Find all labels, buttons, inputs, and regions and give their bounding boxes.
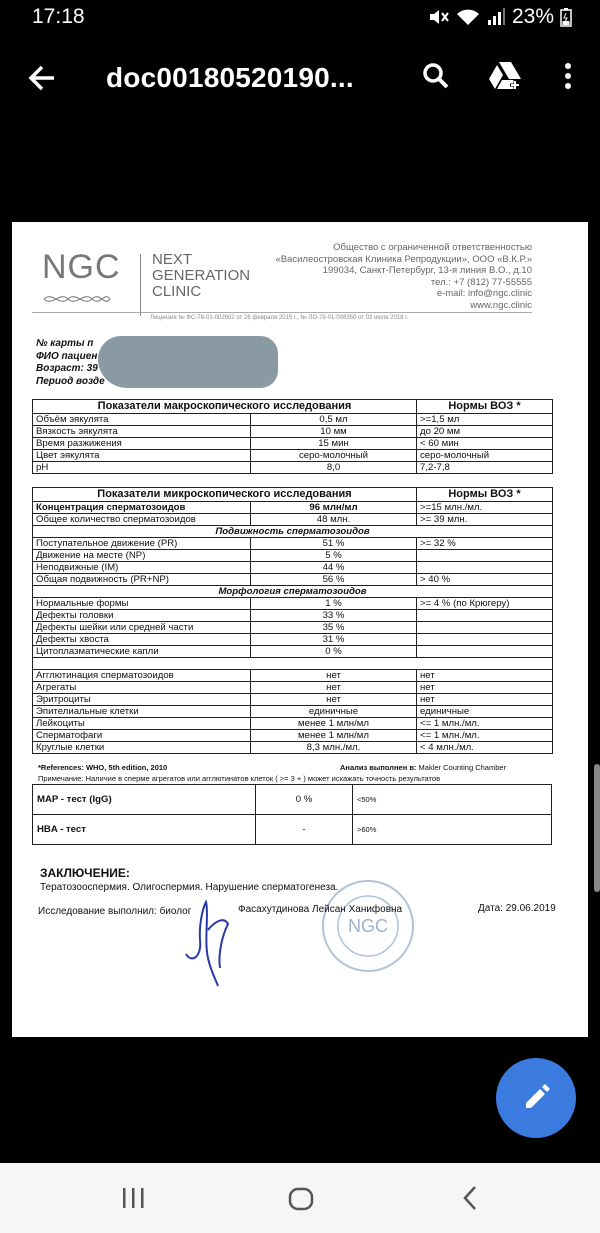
table-cell: 44 % (251, 562, 417, 574)
table-row (33, 426, 553, 438)
table-cell: - (256, 815, 353, 845)
table-cell: Вязкость эякулята (33, 426, 251, 438)
table-cell: Цитоплазматические капли (33, 646, 251, 658)
table-cell: < 60 мин (417, 438, 553, 450)
table-cell (33, 658, 553, 670)
table-cell: 0 % (256, 785, 353, 815)
nav-back-icon[interactable] (462, 1185, 478, 1211)
table-cell: единичные (251, 706, 417, 718)
logo-line2: GENERATION (152, 267, 251, 284)
table-cell: 51 % (251, 538, 417, 550)
table-cell: Эпителиальные клетки (33, 706, 251, 718)
table-cell: Круглые клетки (33, 742, 251, 754)
table-row (33, 730, 553, 742)
micro-norm-header: Нормы ВОЗ * (417, 488, 553, 502)
conclusion-title: ЗАКЛЮЧЕНИЕ: (40, 866, 130, 880)
table-row (33, 526, 553, 538)
table-cell: 8,0 (251, 462, 417, 474)
table-cell: Эритроциты (33, 694, 251, 706)
table-cell: 1 % (251, 598, 417, 610)
pencil-icon (520, 1082, 552, 1114)
table-cell: >=15 млн./мл. (417, 502, 553, 514)
table-cell: Цвет эякулята (33, 450, 251, 462)
table-row (33, 815, 552, 845)
table-cell: Лейкоциты (33, 718, 251, 730)
table-cell: нет (417, 694, 553, 706)
company-line: 199034, Санкт-Петербург, 13-я линия В.О., д.10 (322, 265, 532, 276)
table-row (33, 634, 553, 646)
table-cell (417, 562, 553, 574)
svg-text:NGC: NGC (348, 916, 388, 936)
home-icon[interactable] (288, 1187, 314, 1211)
table-row (33, 622, 553, 634)
signal-icon (486, 7, 506, 27)
redaction-blur (98, 336, 278, 388)
table-row (33, 610, 553, 622)
table-row (33, 694, 553, 706)
micro-header: Показатели микроскопического исследования (33, 488, 417, 502)
table-cell: серо-молочный (417, 450, 553, 462)
logo-abbr: NGC (42, 248, 121, 286)
search-icon[interactable] (420, 60, 452, 92)
table-row (33, 742, 553, 754)
patient-age: Возраст: 39 (36, 363, 98, 374)
add-to-drive-icon[interactable] (488, 60, 524, 92)
table-cell: >= 4 % (по Крюгеру) (417, 598, 553, 610)
table-cell: MAP - тест (IgG) (33, 785, 256, 815)
micro-table (32, 487, 553, 754)
table-cell: 10 мм (251, 426, 417, 438)
clinic-logo (42, 248, 251, 300)
table-row (33, 586, 553, 598)
table-cell (417, 634, 553, 646)
status-time: 17:18 (32, 5, 85, 28)
table-row (33, 658, 553, 670)
macro-table (32, 399, 553, 474)
table-cell: 0,5 мл (251, 414, 417, 426)
morph-title: Морфология сперматозоидов (33, 586, 553, 598)
table-row (33, 598, 553, 610)
company-line: Общество с ограниченной ответственностью (333, 242, 532, 253)
table-row (33, 462, 553, 474)
note: Примечание: Наличие в сперме агрегатов или агглютинатов клеток ( >= 3 + ) может искажать точность результатов (38, 774, 441, 783)
table-cell (417, 610, 553, 622)
table-cell: нет (417, 682, 553, 694)
table-cell: нет (251, 694, 417, 706)
table-cell (417, 622, 553, 634)
table-row (33, 502, 553, 514)
table-cell: >60% (353, 815, 552, 845)
table-cell: <= 1 млн./мл. (417, 718, 553, 730)
table-cell (417, 550, 553, 562)
company-line: e-mail: info@ngc.clinic (436, 288, 532, 299)
table-cell: нет (417, 670, 553, 682)
macro-header: Показатели макроскопического исследования (33, 400, 417, 414)
table-cell: Дефекты головки (33, 610, 251, 622)
motility-title: Подвижность сперматозоидов (33, 526, 553, 538)
table-cell: 33 % (251, 610, 417, 622)
table-row (33, 785, 552, 815)
table-cell: > 40 % (417, 574, 553, 586)
patient-info (36, 338, 105, 388)
table-cell: единичные (417, 706, 553, 718)
table-cell: 5 % (251, 550, 417, 562)
table-cell: 56 % (251, 574, 417, 586)
battery-percent: 23% (511, 5, 554, 28)
status-bar (0, 0, 600, 36)
clinic-stamp (318, 876, 418, 976)
back-arrow-icon[interactable] (24, 60, 60, 96)
recent-apps-icon[interactable] (120, 1187, 146, 1209)
table-row (33, 682, 553, 694)
app-bar (0, 40, 600, 120)
table-cell: 8,3 млн./мл. (251, 742, 417, 754)
table-cell: <50% (353, 785, 552, 815)
license-line: Лицензия № ФС-78-01-002602 от 26 февраля 2015 г., № ЛО-78-01-008350 от 03 июля 2018 г. (150, 315, 409, 321)
table-cell: Концентрация сперматозоидов (33, 502, 251, 514)
edit-button[interactable] (496, 1058, 576, 1138)
table-cell: >= 39 млн. (417, 514, 553, 526)
macro-norm-header: Нормы ВОЗ * (417, 400, 553, 414)
table-cell: Дефекты хвоста (33, 634, 251, 646)
scrollbar[interactable] (594, 764, 600, 892)
table-row (33, 706, 553, 718)
table-cell: 15 мин (251, 438, 417, 450)
table-cell: <= 1 млн./мл. (417, 730, 553, 742)
document-title: doc00180520190... (106, 62, 354, 93)
table-cell: 48 млн. (251, 514, 417, 526)
table-cell: HBA - тест (33, 815, 256, 845)
document-page (12, 222, 588, 1037)
wifi-icon (456, 7, 480, 27)
table-cell: >=1,5 мл (417, 414, 553, 426)
table-cell: нет (251, 670, 417, 682)
table-cell: до 20 мм (417, 426, 553, 438)
table-cell: 96 млн/мл (251, 502, 417, 514)
performed-by: Исследование выполнил: биолог (38, 906, 192, 917)
table-row (33, 646, 553, 658)
table-row (33, 514, 553, 526)
table-cell: Нормальные формы (33, 598, 251, 610)
patient-card: № карты п (36, 338, 94, 349)
company-line: тел.: +7 (812) 77-55555 (430, 276, 532, 288)
table-cell: менее 1 млн/мл (251, 730, 417, 742)
table-cell (417, 646, 553, 658)
report-date: Дата: 29.06.2019 (478, 903, 556, 914)
table-cell: Объём эякулята (33, 414, 251, 426)
table-cell: >= 32 % (417, 538, 553, 550)
table-cell: менее 1 млн/мл (251, 718, 417, 730)
conclusion-text: Тератозооспермия. Олигоспермия. Нарушение сперматогенеза. (40, 882, 339, 893)
company-line: www.ngc.clinic (470, 299, 532, 311)
company-line: «Василеостровская Клиника Репродукции», ООО «В.К.Р.» (275, 253, 532, 265)
table-cell: < 4 млн./мл. (417, 742, 553, 754)
table-cell: Неподвижные (IM) (33, 562, 251, 574)
table-row (33, 718, 553, 730)
mute-icon (428, 7, 450, 27)
table-cell: Агглютинация сперматозоидов (33, 670, 251, 682)
references: *References: WHO, 5th edition, 2010 (38, 763, 168, 772)
battery-icon (560, 7, 572, 27)
immuno-tests-table (32, 784, 552, 845)
table-cell: Сперматофаги (33, 730, 251, 742)
patient-period: Период возде (36, 375, 105, 387)
logo-line3: CLINIC (152, 283, 202, 300)
more-options-icon[interactable] (556, 60, 580, 92)
table-row (33, 538, 553, 550)
header-divider (32, 312, 532, 313)
table-cell: 0 % (251, 646, 417, 658)
table-cell: 31 % (251, 634, 417, 646)
table-cell: Общая подвижность (PR+NP) (33, 574, 251, 586)
analysis-method: Анализ выполнен в: Makler Counting Chamber (340, 763, 507, 772)
dna-icon (42, 292, 112, 306)
table-row (33, 438, 553, 450)
table-cell: нет (251, 682, 417, 694)
table-cell: Движение на месте (NP) (33, 550, 251, 562)
company-info (275, 242, 532, 311)
table-cell: pH (33, 462, 251, 474)
table-row (33, 562, 553, 574)
table-row (33, 550, 553, 562)
signature (178, 890, 238, 990)
table-row (33, 414, 553, 426)
navigation-bar (0, 1163, 600, 1233)
table-cell: Общее количество сперматозоидов (33, 514, 251, 526)
table-cell: Агрегаты (33, 682, 251, 694)
table-cell: 7,2-7,8 (417, 462, 553, 474)
table-row (33, 574, 553, 586)
table-cell: Поступательное движение (PR) (33, 538, 251, 550)
patient-name: ФИО пациен (36, 350, 98, 362)
table-cell: серо-молочный (251, 450, 417, 462)
doctor-name: Фасахутдинова Лейсан Ханифовна (238, 904, 403, 915)
table-row (33, 450, 553, 462)
logo-line1: NEXT (152, 251, 193, 268)
table-cell: 35 % (251, 622, 417, 634)
table-cell: Дефекты шейки или средней части (33, 622, 251, 634)
table-cell: Время разжижения (33, 438, 251, 450)
table-row (33, 670, 553, 682)
